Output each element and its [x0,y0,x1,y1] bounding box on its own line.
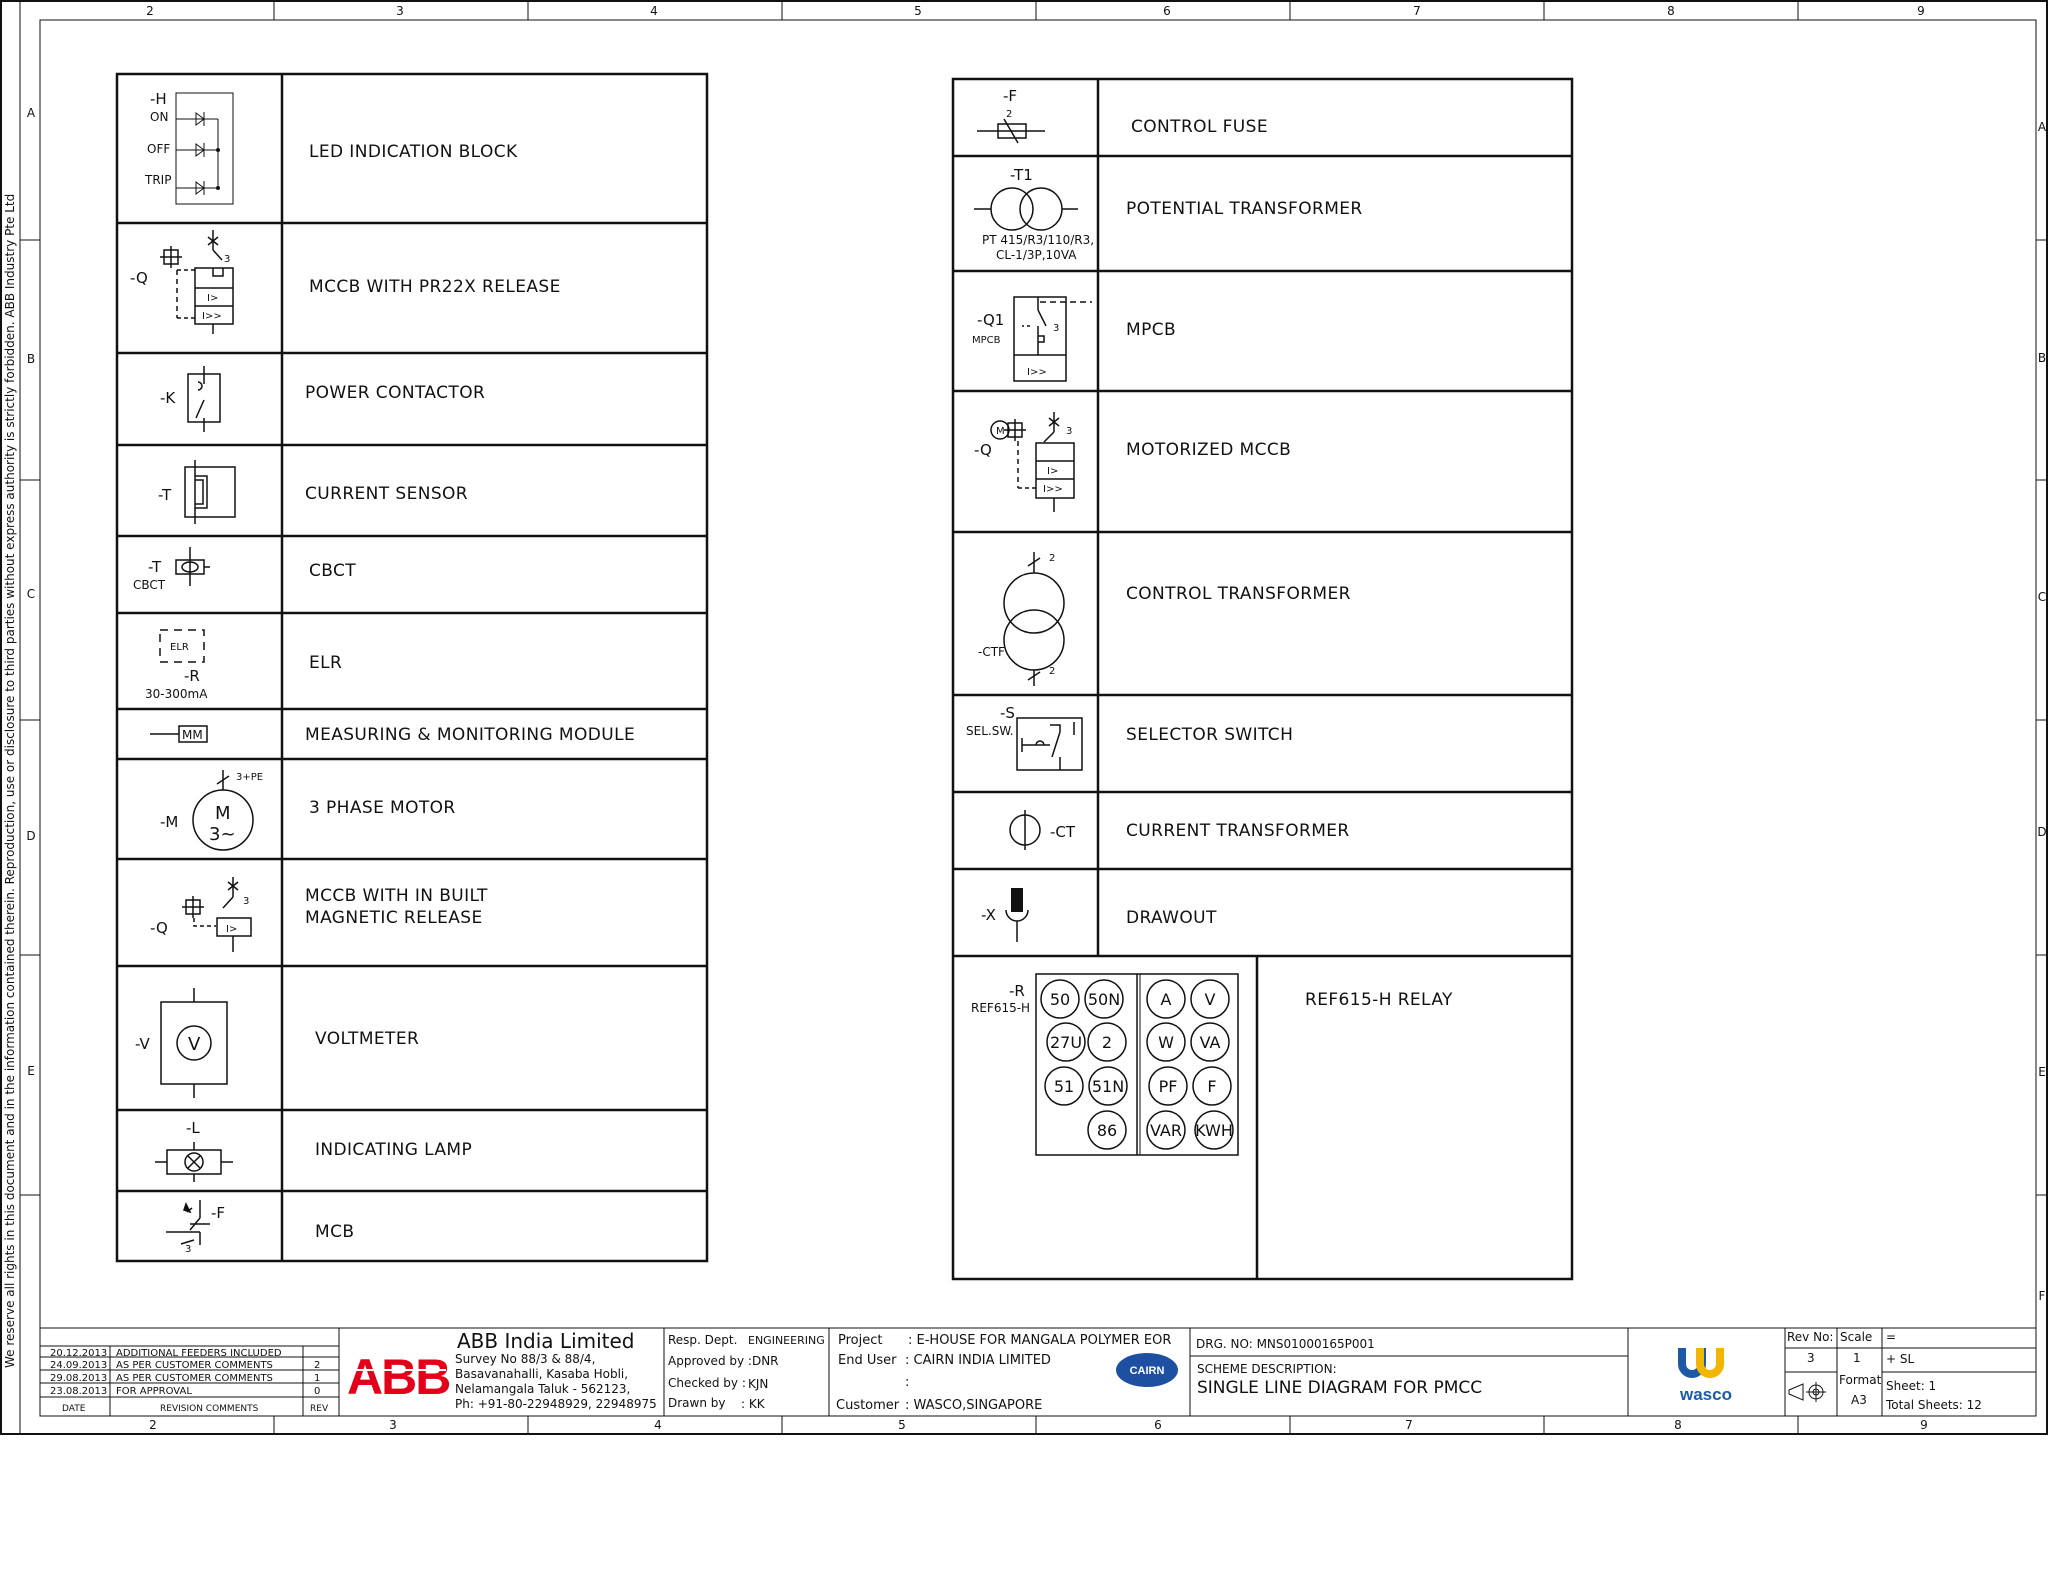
svg-text:Survey No 88/3 & 88/4,: Survey No 88/3 & 88/4, [455,1352,596,1366]
svg-text:-K: -K [160,389,176,407]
svg-text:I>>: I>> [1027,367,1047,378]
svg-text:+ SL: + SL [1886,1352,1915,1366]
ref615-relay-symbol [971,974,1238,1155]
svg-text:TRIP: TRIP [145,173,172,187]
col-top: 4 [650,4,658,18]
svg-text:Customer: Customer [836,1398,900,1413]
svg-text:-CT: -CT [1050,823,1076,841]
legend-label: MCCB WITH IN BUILT [305,886,488,906]
svg-text:24.09.2013: 24.09.2013 [50,1360,108,1371]
legend-label: CURRENT TRANSFORMER [1126,821,1350,841]
legend-label: INDICATING LAMP [315,1140,473,1160]
svg-text:-R: -R [184,667,200,685]
relay-meter: KWH [1195,1121,1233,1140]
svg-text:Ph: +91-80-22948929, 22948975: Ph: +91-80-22948929, 22948975 [455,1397,657,1411]
svg-text:KJN: KJN [748,1377,769,1391]
row-left: B [26,352,36,366]
svg-text:Format: Format [1839,1373,1882,1387]
svg-text:M: M [996,426,1005,437]
svg-text:3+PE: 3+PE [236,772,264,783]
cairn-logo [1116,1353,1178,1387]
svg-text:PT 415/R3/110/R3,: PT 415/R3/110/R3, [982,233,1095,247]
row-right: E [2038,1065,2046,1079]
control-transformer-symbol [978,552,1064,686]
svg-text:1: 1 [1853,1351,1861,1365]
relay-function: 86 [1096,1121,1118,1140]
legend-label: CURRENT SENSOR [305,484,469,504]
current-transformer-symbol [1010,810,1076,850]
responsibility-info [668,1333,825,1411]
svg-text:-Q1: -Q1 [977,311,1005,329]
row-left: A [26,106,36,120]
svg-text:-Q: -Q [974,441,992,459]
drawout-symbol [981,888,1028,942]
svg-text:: E-HOUSE FOR MANGALA POLYMER: : E-HOUSE FOR MANGALA POLYMER EOR [908,1333,1172,1348]
svg-text:20.12.2013: 20.12.2013 [50,1348,108,1359]
svg-text:2: 2 [1049,666,1056,677]
indicating-lamp-symbol [155,1119,233,1182]
power-contactor-symbol [160,366,220,432]
mccb-magnetic-symbol [150,877,251,952]
col-bottom: 5 [898,1418,906,1432]
svg-text:I>: I> [207,293,219,304]
mccb-pr22x-symbol [130,230,233,334]
svg-text:M: M [215,803,231,824]
legend-label: POTENTIAL TRANSFORMER [1126,199,1363,219]
svg-text:-T1: -T1 [1010,166,1033,184]
svg-text:-M: -M [160,813,179,831]
svg-text:Basavanahalli, Kasaba Hobli,: Basavanahalli, Kasaba Hobli, [455,1367,629,1381]
svg-text:30-300mA: 30-300mA [145,687,208,701]
col-top: 2 [146,4,154,18]
svg-text:3: 3 [1807,1351,1815,1365]
svg-text:-F: -F [1003,87,1018,105]
legend-label: 3 PHASE MOTOR [309,798,456,818]
legend-label: MEASURING & MONITORING MODULE [305,725,636,745]
col-bottom: 6 [1154,1418,1162,1432]
row-left: C [26,587,36,601]
revision-table [50,1348,329,1414]
svg-text:Drawn by: Drawn by [668,1396,726,1410]
current-sensor-symbol [158,460,235,524]
svg-text:2: 2 [1006,109,1013,120]
svg-text:Resp. Dept.: Resp. Dept. [668,1333,738,1347]
legend-label: REF615-H RELAY [1305,990,1453,1010]
svg-text:A3: A3 [1851,1393,1867,1407]
svg-text:REVISION COMMENTS: REVISION COMMENTS [160,1404,259,1414]
svg-text:CAIRN: CAIRN [1129,1365,1165,1377]
relay-function: 2 [1101,1033,1113,1052]
legend-label: DRAWOUT [1126,908,1217,928]
relay-function: 50N [1087,990,1121,1009]
projection-icon [1789,1382,1826,1402]
legend-label: MPCB [1126,320,1177,340]
svg-text:ADDITIONAL FEEDERS INCLUDED: ADDITIONAL FEEDERS INCLUDED [116,1348,282,1359]
copyright-note: We reserve all rights in this document and in the information contained therein. Reproduction, use or disclosure to third parties without express authority is strictly forbidden. ABB Industry Pte Ltd [3,193,17,1368]
right-legend-labels [1126,117,1453,1010]
row-right: D [2037,825,2047,839]
row-right: F [2038,1289,2046,1303]
legend-label: LED INDICATION BLOCK [309,142,518,162]
svg-text:MPCB: MPCB [972,335,1001,346]
relay-meter: W [1158,1033,1174,1052]
svg-text:ABB: ABB [347,1349,450,1405]
svg-text:-V: -V [135,1035,150,1053]
legend-label: ELR [309,653,343,673]
left-legend-table [117,74,707,1261]
svg-text:Checked by :: Checked by : [668,1376,746,1390]
svg-text:-H: -H [150,90,167,108]
col-bottom: 4 [654,1418,662,1432]
svg-text:wasco: wasco [1680,1385,1732,1404]
svg-text:3: 3 [185,1244,192,1255]
svg-text:I>: I> [1047,466,1059,477]
svg-text:-Q: -Q [150,919,168,937]
svg-text:: CAIRN INDIA LIMITED: : CAIRN INDIA LIMITED [905,1353,1051,1368]
svg-text:DATE: DATE [62,1404,86,1414]
company-info [455,1329,657,1411]
row-left: D [26,829,36,843]
svg-text:CL-1/3P,10VA: CL-1/3P,10VA [996,248,1077,262]
legend-label: SELECTOR SWITCH [1126,725,1294,745]
svg-text:CBCT: CBCT [133,578,166,592]
legend-label: MCB [315,1222,355,1242]
svg-text:2: 2 [314,1360,321,1371]
svg-text:-R: -R [1009,982,1025,1000]
relay-meter: PF [1158,1077,1178,1096]
drawing-info [1196,1337,1482,1398]
svg-text:29.08.2013: 29.08.2013 [50,1373,108,1384]
row-right: C [2037,590,2047,604]
svg-text:OFF: OFF [147,142,171,156]
svg-text:I>>: I>> [1043,484,1063,495]
svg-text:V: V [188,1034,201,1055]
svg-text:-X: -X [981,906,996,924]
svg-text:: KK: : KK [741,1397,765,1411]
cbct-symbol [133,547,210,592]
legend-label: CONTROL FUSE [1131,117,1268,137]
svg-text:REF615-H: REF615-H [971,1001,1031,1015]
svg-text:Sheet: 1: Sheet: 1 [1886,1379,1937,1393]
svg-text:0: 0 [314,1386,321,1397]
legend-label: POWER CONTACTOR [305,383,486,403]
row-right: A [2037,120,2047,134]
svg-text:2: 2 [1049,553,1056,564]
svg-text:SINGLE LINE DIAGRAM FOR PMCC: SINGLE LINE DIAGRAM FOR PMCC [1197,1378,1483,1398]
motorized-mccb-symbol [974,412,1074,512]
relay-function: 51N [1091,1077,1125,1096]
col-bottom: 8 [1674,1418,1682,1432]
col-top: 3 [396,4,404,18]
svg-text:-F: -F [211,1204,226,1222]
relay-meter: V [1204,990,1216,1009]
col-bottom: 3 [389,1418,397,1432]
relay-function: 27U [1049,1033,1083,1052]
col-top: 8 [1667,4,1675,18]
legend-label: CBCT [309,561,357,581]
svg-text:3: 3 [1066,426,1073,437]
legend-label: CONTROL TRANSFORMER [1126,584,1351,604]
svg-text:3: 3 [224,254,231,265]
legend-label: VOLTMETER [315,1029,420,1049]
led-indication-symbol [144,90,233,204]
svg-text:Project: Project [838,1333,883,1348]
relay-meter: A [1160,990,1172,1009]
row-right: B [2037,351,2047,365]
col-bottom: 9 [1920,1418,1928,1432]
potential-transformer-symbol [974,166,1094,262]
col-bottom: 2 [149,1418,157,1432]
svg-text::: : [905,1375,910,1390]
svg-text:MM: MM [182,728,203,742]
selector-switch-symbol [966,704,1082,770]
relay-function: 50 [1049,990,1071,1009]
svg-text:REV: REV [310,1404,329,1414]
svg-text:Total Sheets: 12: Total Sheets: 12 [1886,1398,1982,1412]
svg-text:End User: End User [838,1353,897,1368]
svg-text:DRG. NO: MNS01000165P001: DRG. NO: MNS01000165P001 [1196,1337,1375,1351]
svg-text:SCHEME DESCRIPTION:: SCHEME DESCRIPTION: [1197,1362,1337,1376]
row-left: E [27,1064,35,1078]
elr-symbol [145,630,208,701]
svg-text:1: 1 [314,1373,321,1384]
svg-text:SEL.SW.: SEL.SW. [966,724,1014,738]
mcb-symbol [166,1200,225,1255]
svg-text:-T: -T [158,486,172,504]
mpcb-symbol [972,297,1092,381]
svg-text:-S: -S [1000,704,1015,722]
svg-text:Scale: Scale [1840,1330,1873,1344]
col-top: 9 [1917,4,1925,18]
motor-symbol [160,770,263,850]
svg-text:3: 3 [1053,323,1060,334]
legend-label: MAGNETIC RELEASE [305,908,483,928]
svg-text:23.08.2013: 23.08.2013 [50,1386,108,1397]
legend-label: MOTORIZED MCCB [1126,440,1292,460]
svg-text:ELR: ELR [170,642,189,653]
svg-text:-L: -L [186,1119,200,1137]
relay-meter: VAR [1150,1121,1182,1140]
svg-text:3: 3 [243,896,250,907]
svg-text:AS PER CUSTOMER COMMENTS: AS PER CUSTOMER COMMENTS [116,1360,273,1371]
svg-text:-CTF: -CTF [978,645,1005,659]
svg-text:I>: I> [226,924,238,935]
col-top: 5 [914,4,922,18]
svg-text:I>>: I>> [202,311,222,322]
svg-text:-T: -T [148,558,162,576]
col-bottom: 7 [1405,1418,1413,1432]
col-top: 7 [1413,4,1421,18]
legend-label: MCCB WITH PR22X RELEASE [309,277,561,297]
svg-text:FOR APPROVAL: FOR APPROVAL [116,1386,192,1397]
svg-text:-Q: -Q [130,269,148,287]
svg-text:: WASCO,SINGAPORE: : WASCO,SINGAPORE [905,1398,1043,1413]
voltmeter-symbol [135,988,227,1098]
left-legend-labels [305,142,635,1242]
svg-text:Nelamangala Taluk - 562123,: Nelamangala Taluk - 562123, [455,1382,631,1396]
svg-text:ABB India Limited: ABB India Limited [457,1329,635,1353]
svg-text:ON: ON [150,110,169,124]
relay-meter: VA [1199,1033,1221,1052]
svg-text:ENGINEERING: ENGINEERING [748,1334,825,1347]
control-fuse-symbol [977,87,1045,143]
relay-function: 51 [1053,1077,1075,1096]
wasco-logo [1679,1348,1732,1404]
svg-text:AS PER CUSTOMER COMMENTS: AS PER CUSTOMER COMMENTS [116,1373,273,1384]
abb-logo [345,1349,449,1405]
measuring-module-symbol [150,726,207,742]
svg-text:Approved by :DNR: Approved by :DNR [668,1354,779,1368]
col-top: 6 [1163,4,1171,18]
svg-text:3~: 3~ [209,824,236,845]
relay-meter: F [1207,1077,1217,1096]
svg-text:Rev No:: Rev No: [1787,1330,1834,1344]
svg-text:=: = [1886,1330,1897,1344]
